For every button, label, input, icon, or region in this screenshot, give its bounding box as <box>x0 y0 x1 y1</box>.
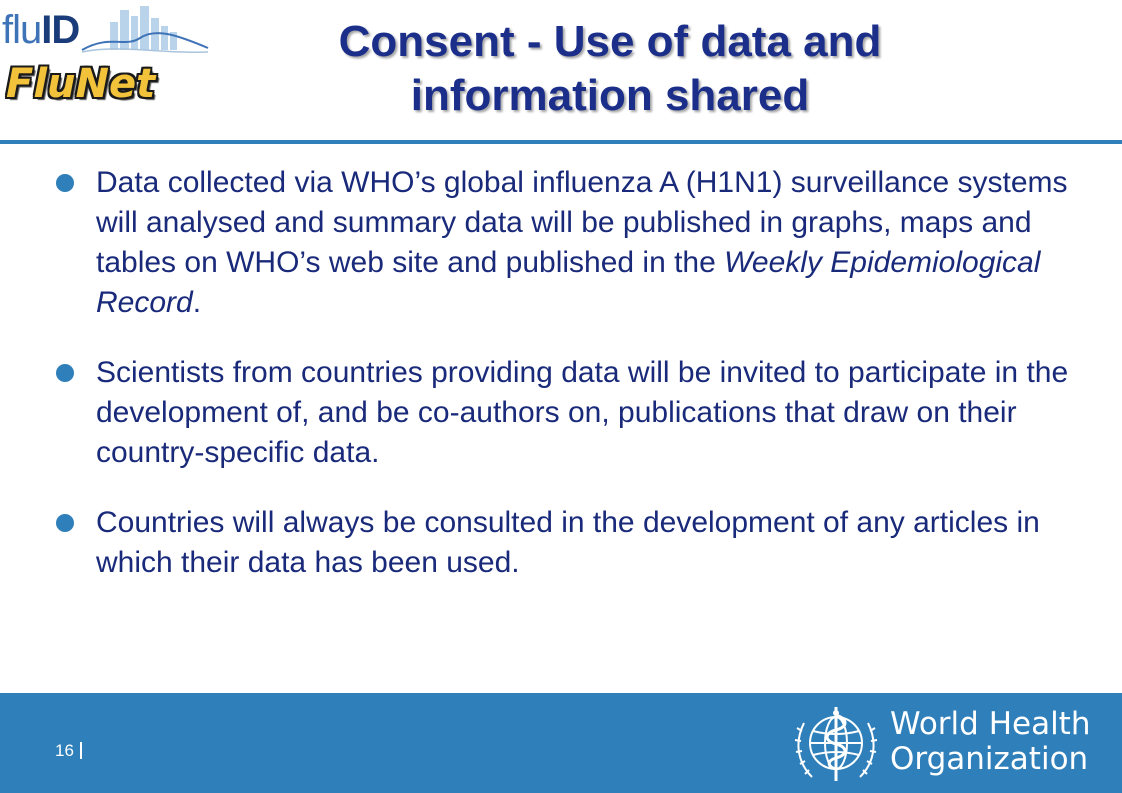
footer-bar <box>0 693 1122 793</box>
fluid-logo-text <box>2 8 79 52</box>
bullet-text: . <box>192 286 202 319</box>
header-divider <box>0 140 1122 144</box>
fluid-logo-lower: flu <box>2 8 42 52</box>
who-name-line2: Organization <box>890 741 1089 777</box>
slide-title <box>215 15 1005 123</box>
bullet-text-italic: Weekly Epidemiological Record <box>96 246 1041 319</box>
bullet-list <box>0 163 1122 613</box>
slide-title-line1: Consent - Use of data and <box>338 17 882 66</box>
bullet-item <box>0 353 1122 473</box>
slide-title-line2: information shared <box>410 71 810 120</box>
bullet-item <box>0 503 1122 583</box>
bullet-dot-icon <box>56 174 74 192</box>
who-name-line1: World Health <box>890 706 1091 742</box>
bullet-text: Data collected via WHO’s global influenza A (H1N1) surveillance systems will analysed and summary data will be published in graphs, maps and tables on WHO’s web site and published in the <box>96 166 1068 279</box>
bullet-dot-icon <box>56 514 74 532</box>
fluid-flunet-logo <box>0 0 215 118</box>
skyline-chart-icon <box>80 4 210 56</box>
page-number-separator <box>80 742 82 759</box>
bullet-dot-icon <box>56 364 74 382</box>
who-name <box>890 707 1091 777</box>
who-emblem-icon <box>790 697 882 789</box>
bullet-item <box>0 163 1122 323</box>
bullet-text: Scientists from countries providing data will be invited to participate in the development of, and be co-authors on, publications that draw on their country-specific data. <box>96 356 1069 469</box>
page-number: 16 <box>55 741 74 760</box>
fluid-logo-upper: ID <box>41 8 80 52</box>
flunet-logo-text: FluNet <box>6 61 156 107</box>
bullet-text: Countries will always be consulted in the development of any articles in which their data has been used. <box>96 506 1040 579</box>
